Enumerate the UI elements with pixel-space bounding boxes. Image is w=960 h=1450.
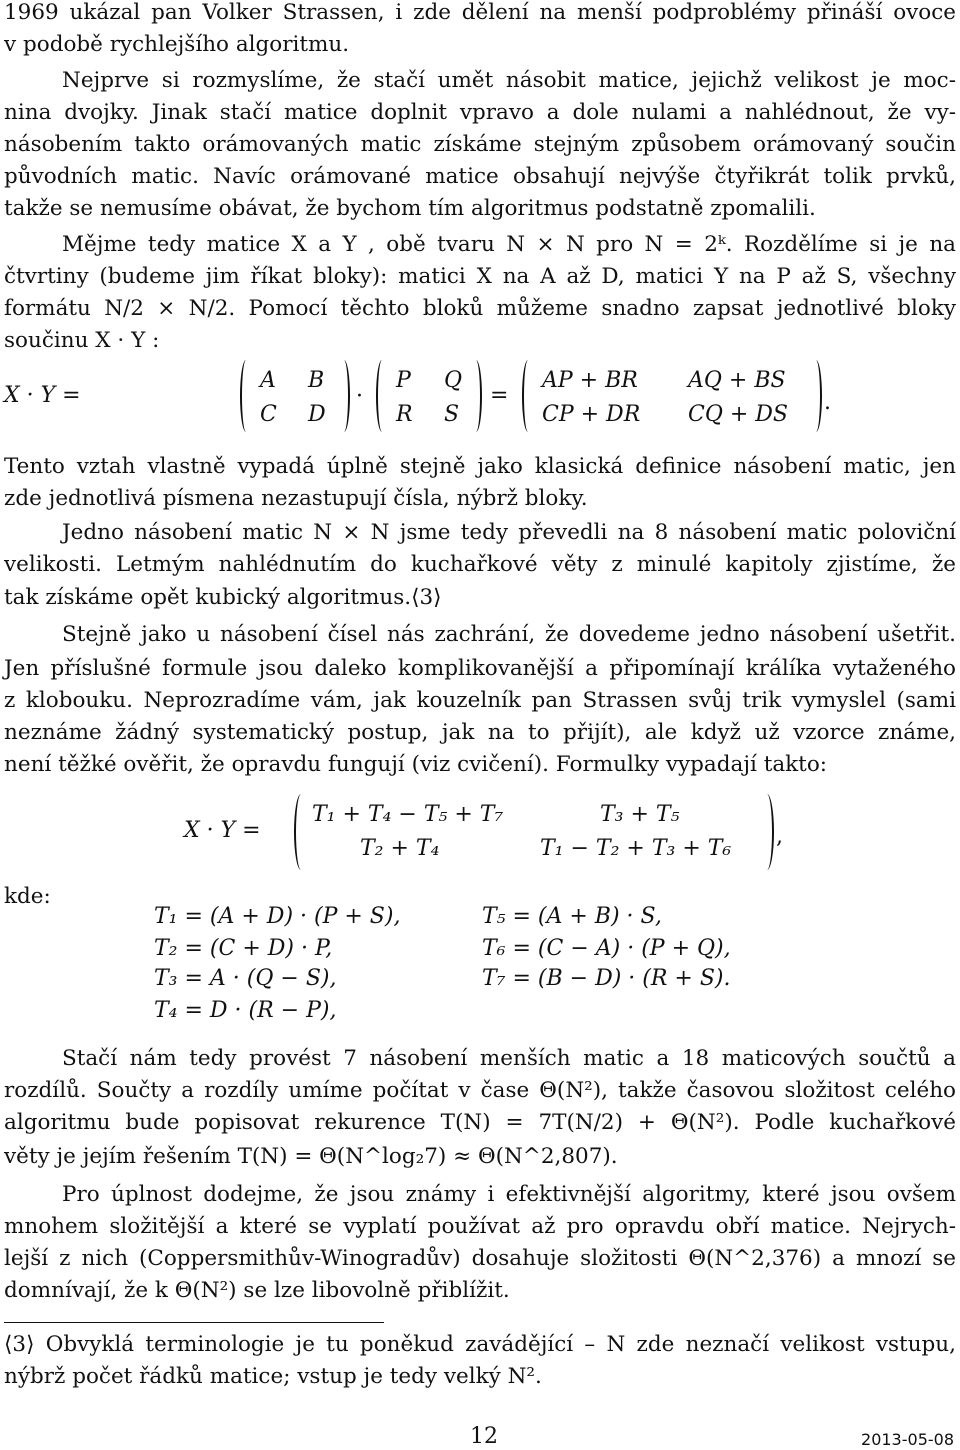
page-number: 12 (470, 1424, 498, 1449)
matrix-entry: B (308, 368, 325, 393)
matrix-entry: T₃ + T₅ (600, 802, 680, 827)
matrix-entry: Q (444, 368, 463, 393)
definition-line: T₅ = (A + B) · S, (482, 904, 662, 929)
definition-line: T₂ = (C + D) · P, (154, 936, 333, 961)
text-line: Jen příslušné formule jsou daleko komplikovanější a připomínají králíka vytaženého (4, 656, 956, 681)
matrix-entry: S (444, 402, 460, 427)
text-line: lejší z nich (Coppersmithův-Winogradův) dosahuje složitosti Θ(N^2,376) a mnozí se (4, 1246, 956, 1271)
text-line: tak získáme opět kubický algoritmus.⟨3⟩ (4, 585, 442, 610)
kde-label: kde: (4, 884, 51, 909)
right-paren (760, 794, 774, 870)
text-line: takže se nemusíme obávat, že bychom tím algoritmus podstatně zpomalili. (4, 196, 816, 221)
footnote-line: ⟨3⟩ Obvyklá terminologie je tu poněkud zavádějící – N zde neznačí velikost vstupu, (4, 1332, 956, 1357)
text-line: v podobě rychlejšího algoritmu. (4, 32, 350, 57)
text-line: nina dvojky. Jinak stačí matice doplnit vpravo a dole nulami a nahlédnout, že vy- (4, 100, 956, 125)
right-paren (338, 360, 350, 432)
matrix-entry: A (260, 368, 276, 393)
text-line: Pro úplnost dodejme, že jsou známy i efektivnější algoritmy, které jsou ovšem (62, 1182, 956, 1207)
matrix-entry: D (308, 402, 326, 427)
equals-sign: = (490, 383, 509, 408)
matrix-entry: T₁ + T₄ − T₅ + T₇ (312, 802, 504, 827)
text-line: součinu X · Y : (4, 328, 160, 353)
text-line: násobením takto orámovaných matic získáme stejným způsobem orámovaný součin (4, 132, 956, 157)
matrix-entry: C (260, 402, 277, 427)
definition-line: T₁ = (A + D) · (P + S), (154, 904, 401, 929)
matrix-entry: AQ + BS (688, 368, 786, 393)
text-line: Mějme tedy matice X a Y , obě tvaru N × N pro N = 2ᵏ. Rozdělíme si je na (62, 232, 956, 257)
text-line: původních matic. Navíc orámované matice obsahují nejvýše čtyřikrát tolik prvků, (4, 164, 956, 189)
text-line: algoritmu bude popisovat rekurence T(N) = 7T(N/2) + Θ(N²). Podle kuchařkové (4, 1110, 956, 1135)
text-line: z klobouku. Neprozradíme vám, jak kouzelník pan Strassen svůj trik vymyslel (sami (4, 688, 956, 713)
matrix-entry: P (396, 368, 411, 393)
text-line: Stejně jako u násobení čísel nás zachrání, že dovedeme jedno násobení ušetřit. (62, 622, 956, 647)
equation-period: . (824, 390, 831, 415)
text-line: neznáme žádný systematický postup, jak na to přijít), ale když už vzorce známe, (4, 720, 956, 745)
text-line: Nejprve si rozmyslíme, že stačí umět násobit matice, jejichž velikost je moc- (62, 68, 956, 93)
matrix-entry: T₂ + T₄ (360, 836, 440, 861)
text-line: Tento vztah vlastně vypadá úplně stejně jako klasická definice násobení matic, jen (4, 454, 956, 479)
text-line: domnívají, že k Θ(N²) se lze libovolně přiblížit. (4, 1278, 510, 1303)
text-line: čtvrtiny (budeme jim říkat bloky): matici X na A až D, matici Y na P až S, všechny (4, 264, 956, 289)
page-date: 2013-05-08 (861, 1430, 954, 1449)
footnote-line: nýbrž počet řádků matice; vstup je tedy velký N². (4, 1364, 542, 1389)
footnote-rule (4, 1322, 384, 1323)
text-line: zde jednotlivá písmena nezastupují čísla, nýbrž bloky. (4, 486, 588, 511)
equation-lhs: X · Y = (4, 383, 81, 408)
document-page (4, 0, 956, 1450)
definition-line: T₄ = D · (R − P), (154, 998, 337, 1023)
matrix-entry: R (396, 402, 413, 427)
matrix-entry: CP + DR (542, 402, 641, 427)
multiply-dot: · (356, 384, 363, 409)
definition-line: T₇ = (B − D) · (R + S). (482, 966, 731, 991)
text-line: rozdílů. Součty a rozdíly umíme počítat v čase Θ(N²), takže časovou složitost celého (4, 1078, 956, 1103)
matrix-entry: AP + BR (542, 368, 638, 393)
left-paren (240, 360, 252, 432)
text-line: mnohem složitější a které se vyplatí používat až pro opravdu obří matice. Nejrych- (4, 1214, 956, 1239)
text-line: velikosti. Letmým nahlédnutím do kuchařkové věty z minulé kapitoly zjistíme, že (4, 552, 956, 577)
text-line: není těžké ověřit, že opravdu fungují (viz cvičení). Formulky vypadají takto: (4, 752, 828, 777)
right-paren (810, 360, 822, 432)
equation-lhs: X · Y = (184, 818, 261, 843)
text-line: Stačí nám tedy provést 7 násobení menších matic a 18 maticových součtů a (62, 1046, 956, 1071)
left-paren (522, 360, 534, 432)
left-paren (294, 794, 308, 870)
left-paren (376, 360, 388, 432)
matrix-entry: CQ + DS (688, 402, 788, 427)
equation-comma: , (776, 824, 783, 849)
definition-line: T₃ = A · (Q − S), (154, 966, 337, 991)
definition-line: T₆ = (C − A) · (P + Q), (482, 936, 731, 961)
text-line: věty je jejím řešením T(N) = Θ(N^log₂7) ≈ Θ(N^2,807). (4, 1144, 618, 1169)
text-line: Jedno násobení matic N × N jsme tedy převedli na 8 násobení matic poloviční (62, 520, 956, 545)
matrix-entry: T₁ − T₂ + T₃ + T₆ (540, 836, 732, 861)
text-line: 1969 ukázal pan Volker Strassen, i zde dělení na menší podproblémy přináší ovoce (4, 0, 956, 25)
right-paren (470, 360, 482, 432)
text-line: formátu N/2 × N/2. Pomocí těchto bloků můžeme snadno zapsat jednotlivé bloky (4, 296, 956, 321)
